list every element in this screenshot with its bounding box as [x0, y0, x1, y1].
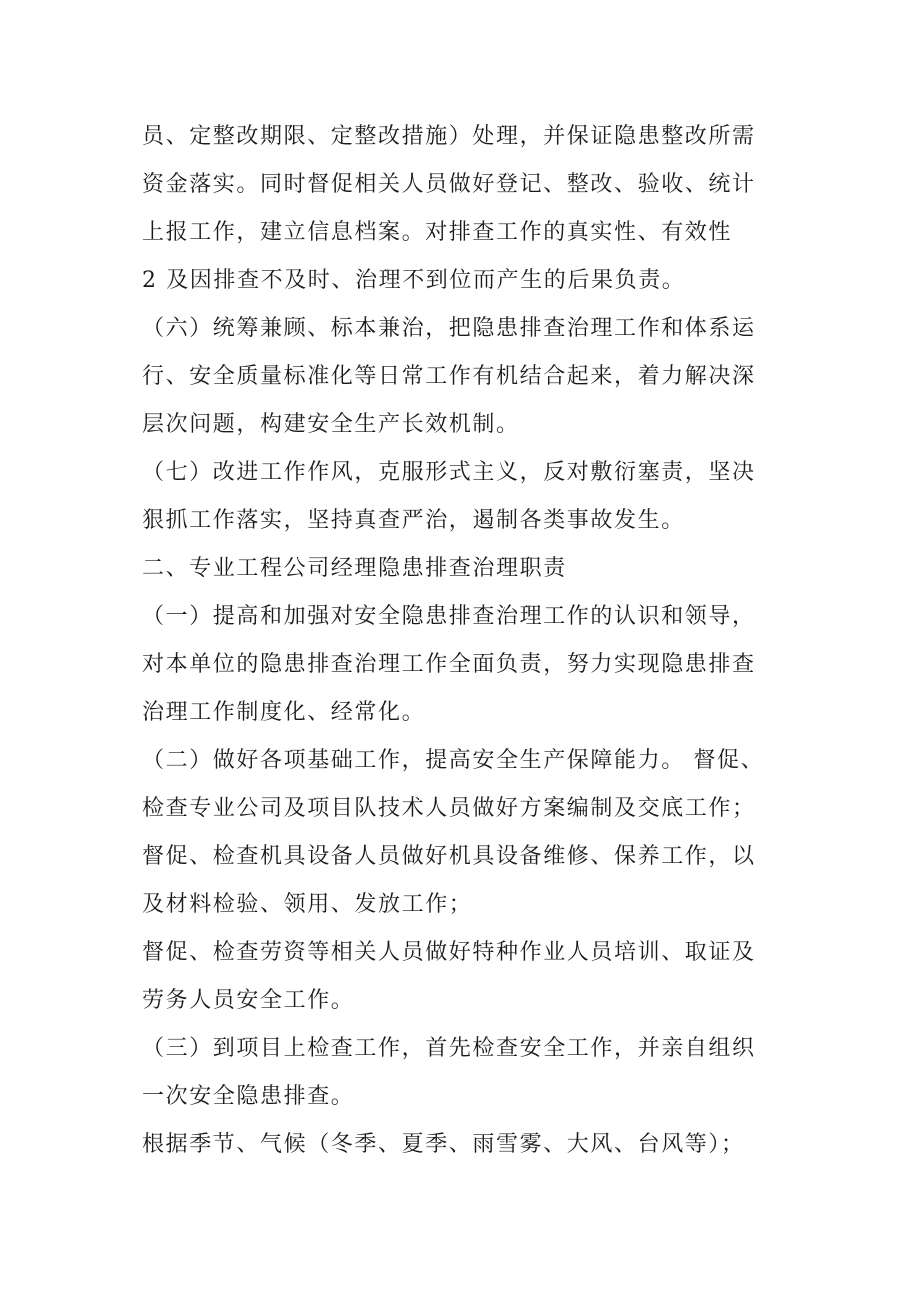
text-line: 对本单位的隐患排查治理工作全面负责，努力实现隐患排查 [142, 652, 756, 677]
text-line: 层次问题，构建安全生产长效机制。 [142, 412, 520, 437]
paragraph-start: （七）改进工作作风，克服形式主义，反对敷衍塞责，坚决 [142, 460, 756, 485]
text-line: 治理工作制度化、经常化。 [142, 700, 426, 725]
text-line: 督促、检查劳资等相关人员做好特种作业人员培训、取证及 [142, 940, 756, 965]
section-heading: 二、专业工程公司经理隐患排查治理职责 [142, 556, 567, 581]
text-line: 上报工作，建立信息档案。对排查工作的真实性、有效性 [142, 220, 733, 245]
text-line: 劳务人员安全工作。 [142, 988, 355, 1013]
text-line: 行、安全质量标准化等日常工作有机结合起来，着力解决深 [142, 364, 756, 389]
text-line: 根据季节、气候（冬季、夏季、雨雪雾、大风、台风等）； [142, 1132, 745, 1157]
paragraph-start: （二）做好各项基础工作，提高安全生产保障能力。 督促、 [142, 748, 765, 773]
text-line: 2 及因排查不及时、治理不到位而产生的后果负责。 [142, 268, 686, 293]
text-line: 资金落实。同时督促相关人员做好登记、整改、验收、统计 [142, 172, 756, 197]
text-line: 检查专业公司及项目队技术人员做好方案编制及交底工作； [142, 796, 756, 821]
text-line: 狠抓工作落实，坚持真查严治，遏制各类事故发生。 [142, 508, 685, 533]
text-line: 督促、检查机具设备人员做好机具设备维修、保养工作，以 [142, 844, 756, 869]
paragraph-start: （一）提高和加强对安全隐患排查治理工作的认识和领导， [142, 604, 756, 629]
text-line: 员、定整改期限、定整改措施）处理，并保证隐患整改所需 [142, 124, 756, 149]
text-line: 及材料检验、领用、发放工作； [142, 892, 473, 917]
text-line: 一次安全隐患排查。 [142, 1084, 355, 1109]
paragraph-start: （六）统筹兼顾、标本兼治，把隐患排查治理工作和体系运 [142, 316, 756, 341]
paragraph-start: （三）到项目上检查工作，首先检查安全工作，并亲自组织 [142, 1036, 756, 1061]
